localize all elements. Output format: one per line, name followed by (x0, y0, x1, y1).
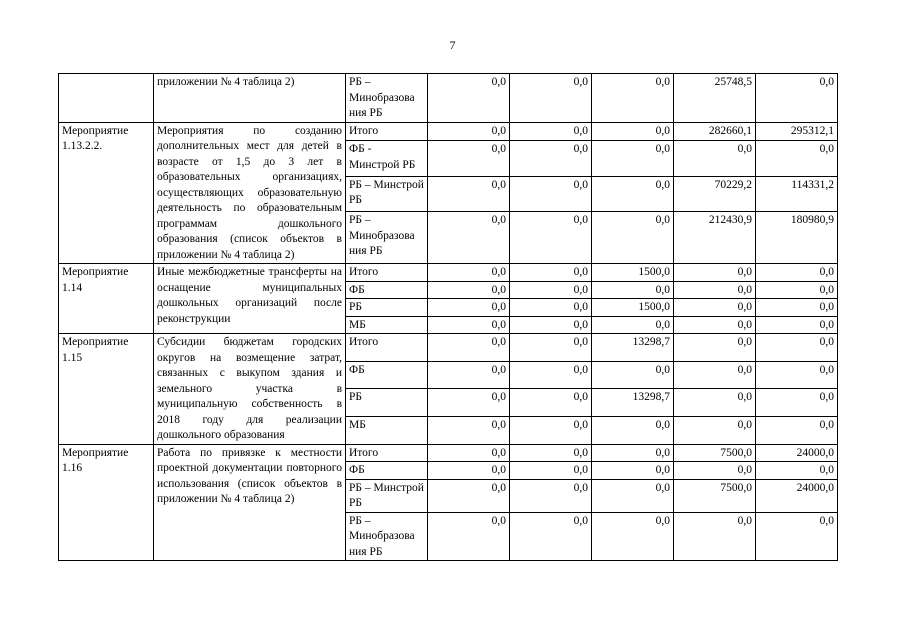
value-cell: 0,0 (756, 74, 838, 123)
value-cell: 0,0 (428, 479, 510, 512)
value-cell: 0,0 (674, 141, 756, 176)
value-cell: 0,0 (674, 316, 756, 334)
value-cell: 0,0 (592, 122, 674, 141)
value-cell: 0,0 (510, 416, 592, 444)
value-cell: 0,0 (510, 264, 592, 282)
value-cell: 0,0 (510, 479, 592, 512)
funding-source-cell: РБ – Минобразова ния РБ (346, 512, 428, 561)
value-cell: 0,0 (428, 512, 510, 561)
value-cell: 0,0 (674, 389, 756, 417)
funding-source-cell: РБ – Минобразова ния РБ (346, 212, 428, 264)
value-cell: 0,0 (428, 176, 510, 211)
value-cell: 114331,2 (756, 176, 838, 211)
description-cell: Субсидии бюджетам городских округов на возмещение затрат, связанных с выкупом здания и земельного участка в муниципальную собственность в 2018 году для реализации дошкольного образования (154, 334, 346, 445)
value-cell: 0,0 (674, 334, 756, 362)
value-cell: 0,0 (510, 334, 592, 362)
value-cell: 0,0 (510, 281, 592, 299)
value-cell: 0,0 (592, 74, 674, 123)
budget-table-body (59, 74, 838, 561)
value-cell: 1500,0 (592, 299, 674, 317)
value-cell: 0,0 (428, 334, 510, 362)
value-cell: 7500,0 (674, 479, 756, 512)
value-cell: 0,0 (510, 176, 592, 211)
funding-source-cell: ФБ (346, 361, 428, 389)
measure-cell: Мероприятие 1.13.2.2. (59, 122, 154, 264)
value-cell: 0,0 (510, 316, 592, 334)
funding-source-cell: ФБ - Минстрой РБ (346, 141, 428, 176)
value-cell: 0,0 (510, 512, 592, 561)
value-cell: 0,0 (674, 264, 756, 282)
value-cell: 0,0 (674, 416, 756, 444)
value-cell: 0,0 (428, 316, 510, 334)
table-row (59, 122, 838, 141)
value-cell: 0,0 (510, 122, 592, 141)
value-cell: 0,0 (592, 479, 674, 512)
value-cell: 0,0 (756, 264, 838, 282)
value-cell: 0,0 (510, 299, 592, 317)
value-cell: 24000,0 (756, 444, 838, 462)
value-cell: 0,0 (428, 444, 510, 462)
value-cell: 0,0 (756, 141, 838, 176)
value-cell: 0,0 (592, 361, 674, 389)
value-cell: 1500,0 (592, 264, 674, 282)
value-cell: 0,0 (674, 281, 756, 299)
value-cell: 0,0 (756, 281, 838, 299)
value-cell: 0,0 (756, 416, 838, 444)
value-cell: 0,0 (674, 462, 756, 480)
value-cell: 7500,0 (674, 444, 756, 462)
funding-source-cell: ФБ (346, 462, 428, 480)
table-row (59, 334, 838, 362)
value-cell: 0,0 (756, 299, 838, 317)
funding-source-cell: РБ (346, 299, 428, 317)
funding-source-cell: РБ – Минстрой РБ (346, 479, 428, 512)
value-cell: 0,0 (428, 212, 510, 264)
funding-source-cell: ФБ (346, 281, 428, 299)
funding-source-cell: Итого (346, 334, 428, 362)
value-cell: 25748,5 (674, 74, 756, 123)
value-cell: 0,0 (592, 416, 674, 444)
value-cell: 0,0 (428, 122, 510, 141)
value-cell: 0,0 (592, 512, 674, 561)
value-cell: 0,0 (756, 389, 838, 417)
value-cell: 0,0 (428, 389, 510, 417)
table-row (59, 444, 838, 462)
value-cell: 282660,1 (674, 122, 756, 141)
description-cell: Работа по привязке к местности проектной документации повторного использования (список объектов в приложении № 4 таблица 2) (154, 444, 346, 561)
value-cell: 295312,1 (756, 122, 838, 141)
value-cell: 13298,7 (592, 334, 674, 362)
funding-source-cell: Итого (346, 444, 428, 462)
budget-table (58, 73, 838, 561)
description-cell: приложении № 4 таблица 2) (154, 74, 346, 123)
value-cell: 0,0 (428, 299, 510, 317)
funding-source-cell: Итого (346, 122, 428, 141)
value-cell: 212430,9 (674, 212, 756, 264)
value-cell: 0,0 (428, 416, 510, 444)
value-cell: 0,0 (510, 462, 592, 480)
value-cell: 0,0 (592, 141, 674, 176)
value-cell: 24000,0 (756, 479, 838, 512)
value-cell: 0,0 (592, 462, 674, 480)
value-cell: 0,0 (510, 141, 592, 176)
value-cell: 0,0 (592, 281, 674, 299)
value-cell: 70229,2 (674, 176, 756, 211)
value-cell: 0,0 (428, 141, 510, 176)
value-cell: 0,0 (510, 444, 592, 462)
value-cell: 0,0 (756, 316, 838, 334)
value-cell: 0,0 (428, 74, 510, 123)
funding-source-cell: МБ (346, 316, 428, 334)
value-cell: 0,0 (756, 462, 838, 480)
value-cell: 0,0 (674, 361, 756, 389)
measure-cell: Мероприятие 1.15 (59, 334, 154, 445)
measure-cell: Мероприятие 1.16 (59, 444, 154, 561)
value-cell: 0,0 (428, 361, 510, 389)
funding-source-cell: РБ – Минстрой РБ (346, 176, 428, 211)
measure-cell (59, 74, 154, 123)
value-cell: 0,0 (674, 512, 756, 561)
funding-source-cell: РБ (346, 389, 428, 417)
value-cell: 0,0 (428, 462, 510, 480)
description-cell: Иные межбюджетные трансферты на оснащение муниципальных дошкольных организаций после реконструкции (154, 264, 346, 334)
funding-source-cell: Итого (346, 264, 428, 282)
value-cell: 0,0 (756, 361, 838, 389)
value-cell: 0,0 (592, 176, 674, 211)
value-cell: 0,0 (592, 444, 674, 462)
value-cell: 0,0 (756, 512, 838, 561)
value-cell: 0,0 (510, 389, 592, 417)
value-cell: 0,0 (674, 299, 756, 317)
value-cell: 0,0 (510, 74, 592, 123)
page-number: 7 (449, 38, 456, 52)
measure-cell: Мероприятие 1.14 (59, 264, 154, 334)
funding-source-cell: РБ – Минобразова ния РБ (346, 74, 428, 123)
value-cell: 0,0 (510, 361, 592, 389)
value-cell: 0,0 (592, 212, 674, 264)
value-cell: 0,0 (428, 264, 510, 282)
table-row (59, 264, 838, 282)
value-cell: 0,0 (756, 334, 838, 362)
value-cell: 13298,7 (592, 389, 674, 417)
value-cell: 180980,9 (756, 212, 838, 264)
value-cell: 0,0 (510, 212, 592, 264)
value-cell: 0,0 (428, 281, 510, 299)
value-cell: 0,0 (592, 316, 674, 334)
table-row (59, 74, 838, 123)
description-cell: Мероприятия по созданию дополнительных мест для детей в возрасте от 1,5 до 3 лет в образовательных организациях, осуществляющих образовательную деятельность по образовательным программам дошкольного образования (список объектов в приложении № 4 таблица 2) (154, 122, 346, 264)
funding-source-cell: МБ (346, 416, 428, 444)
